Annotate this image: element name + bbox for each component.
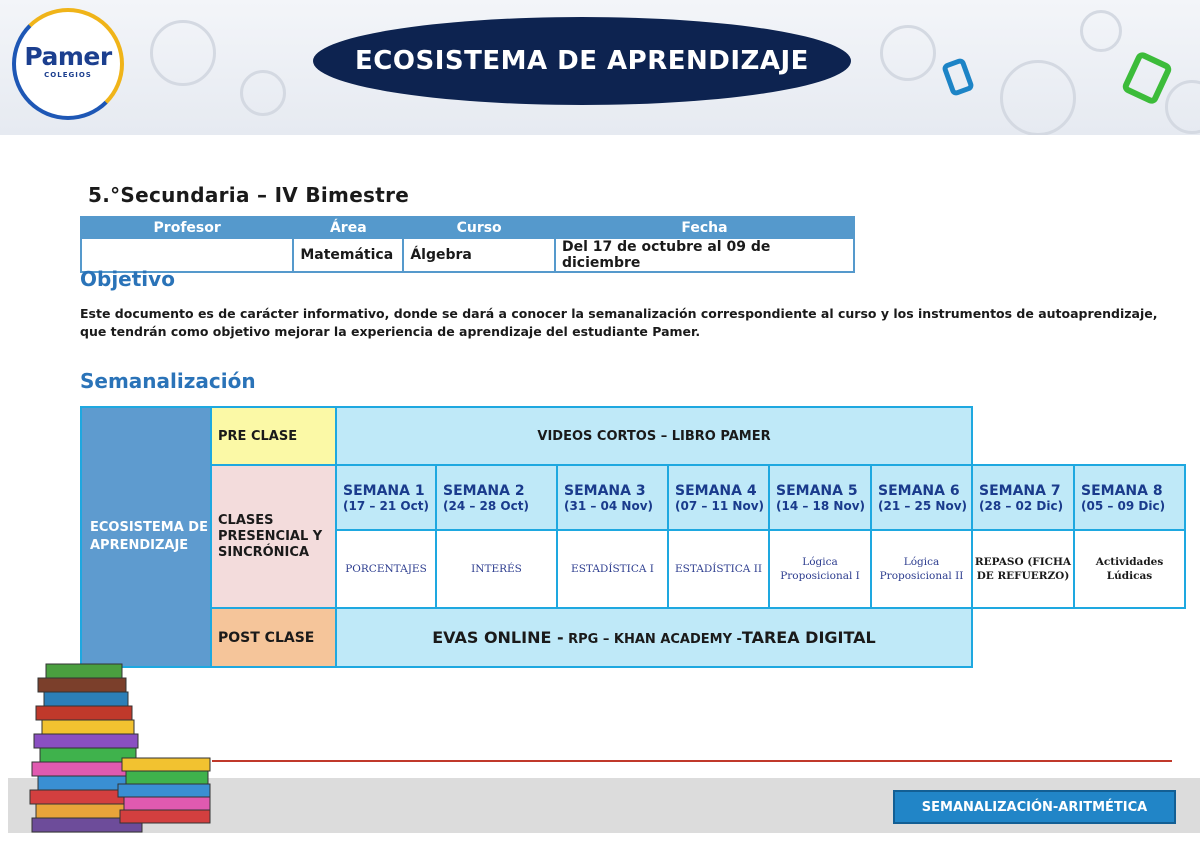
week-dates: (21 – 25 Nov) [878,498,968,513]
header-banner [0,0,1200,135]
pamer-logo [12,8,124,120]
clases-label: CLASES PRESENCIAL Y SINCRÓNICA [211,465,336,608]
pre-clase-label: PRE CLASE [211,407,336,465]
topic-8: Actividades Lúdicas [1074,530,1185,608]
topic-5: Lógica Proposicional I [769,530,871,608]
evas-online-text: EVAS ONLINE - [432,628,564,647]
pre-clase-row [81,407,1185,465]
grade-heading: 5.°Secundaria – IV Bimestre [88,183,410,207]
week-dates: (17 – 21 Oct) [343,498,429,513]
logo-name: Pamer [24,42,112,71]
topic-1: PORCENTAJES [336,530,436,608]
week-dates: (24 – 28 Oct) [443,498,529,513]
week-name: SEMANA 1 [343,482,425,499]
decor-blue-shape [941,57,975,97]
week-6 [871,465,972,530]
weeks-row [81,465,1185,530]
empty-cell [972,407,1185,465]
week-dates: (05 – 09 Dic) [1081,498,1166,513]
week-name: SEMANA 3 [564,482,646,499]
topic-2: INTERÉS [436,530,557,608]
decor-circle [1165,80,1200,134]
info-value-row [81,238,854,272]
topic-7: REPASO (FICHA DE REFUERZO) [972,530,1074,608]
objetivo-text: Este documento es de carácter informativo, donde se dará a conocer la semanalización correspondiente al curso y los instrumentos de autoaprendizaje, que tendrán como objetivo mejorar la experiencia de aprendizaje del estudiante Pamer. [80,306,1158,339]
objetivo-title: Objetivo [80,267,175,291]
week-8 [1074,465,1185,530]
header-area: Área [293,217,403,238]
decor-circle [150,20,216,86]
header-curso: Curso [403,217,555,238]
decor-circle [880,25,936,81]
week-name: SEMANA 6 [878,482,960,499]
decor-circle [1080,10,1122,52]
header-fecha: Fecha [555,217,854,238]
week-dates: (07 – 11 Nov) [675,498,765,513]
course-info-table [80,216,855,273]
week-4 [668,465,769,530]
post-clase-content [336,608,972,667]
week-name: SEMANA 4 [675,482,757,499]
week-dates: (31 – 04 Nov) [564,498,654,513]
decor-circle [1000,60,1076,135]
semanalizacion-title: Semanalización [80,369,256,393]
value-curso: Álgebra [403,238,555,272]
info-header-row [81,217,854,238]
ecosistema-cell: ECOSISTEMA DE APRENDIZAJE [81,407,211,667]
pre-clase-content-text: VIDEOS CORTOS – LIBRO PAMER [537,428,771,444]
empty-cell [972,608,1185,667]
schedule-table [80,406,1186,668]
logo-subtitle: COLEGIOS [44,71,92,79]
topic-3: ESTADÍSTICA I [557,530,668,608]
value-area: Matemática [293,238,403,272]
post-clase-label: POST CLASE [211,608,336,667]
week-3 [557,465,668,530]
footer-course-label: SEMANALIZACIÓN-ARITMÉTICA [893,790,1176,824]
post-clase-row [81,608,1185,667]
week-dates: (28 – 02 Dic) [979,498,1064,513]
week-dates: (14 – 18 Nov) [776,498,866,513]
rpg-khan-text: RPG – KHAN ACADEMY - [563,632,742,647]
tarea-digital-text: TAREA DIGITAL [741,628,876,647]
week-name: SEMANA 5 [776,482,858,499]
week-name: SEMANA 8 [1081,482,1163,499]
pre-clase-content [336,407,972,465]
value-fecha: Del 17 de octubre al 09 de diciembre [555,238,854,272]
week-2 [436,465,557,530]
week-1 [336,465,436,530]
decor-circle [240,70,286,116]
red-divider [212,760,1172,762]
page-title: ECOSISTEMA DE APRENDIZAJE [313,17,851,105]
topic-6: Lógica Proposicional II [871,530,972,608]
week-5 [769,465,871,530]
header-profesor: Profesor [81,217,293,238]
week-7 [972,465,1074,530]
week-name: SEMANA 7 [979,482,1061,499]
week-name: SEMANA 2 [443,482,525,499]
books-stack-icon [22,660,217,835]
topic-4: ESTADÍSTICA II [668,530,769,608]
post-clase-text [432,628,876,647]
